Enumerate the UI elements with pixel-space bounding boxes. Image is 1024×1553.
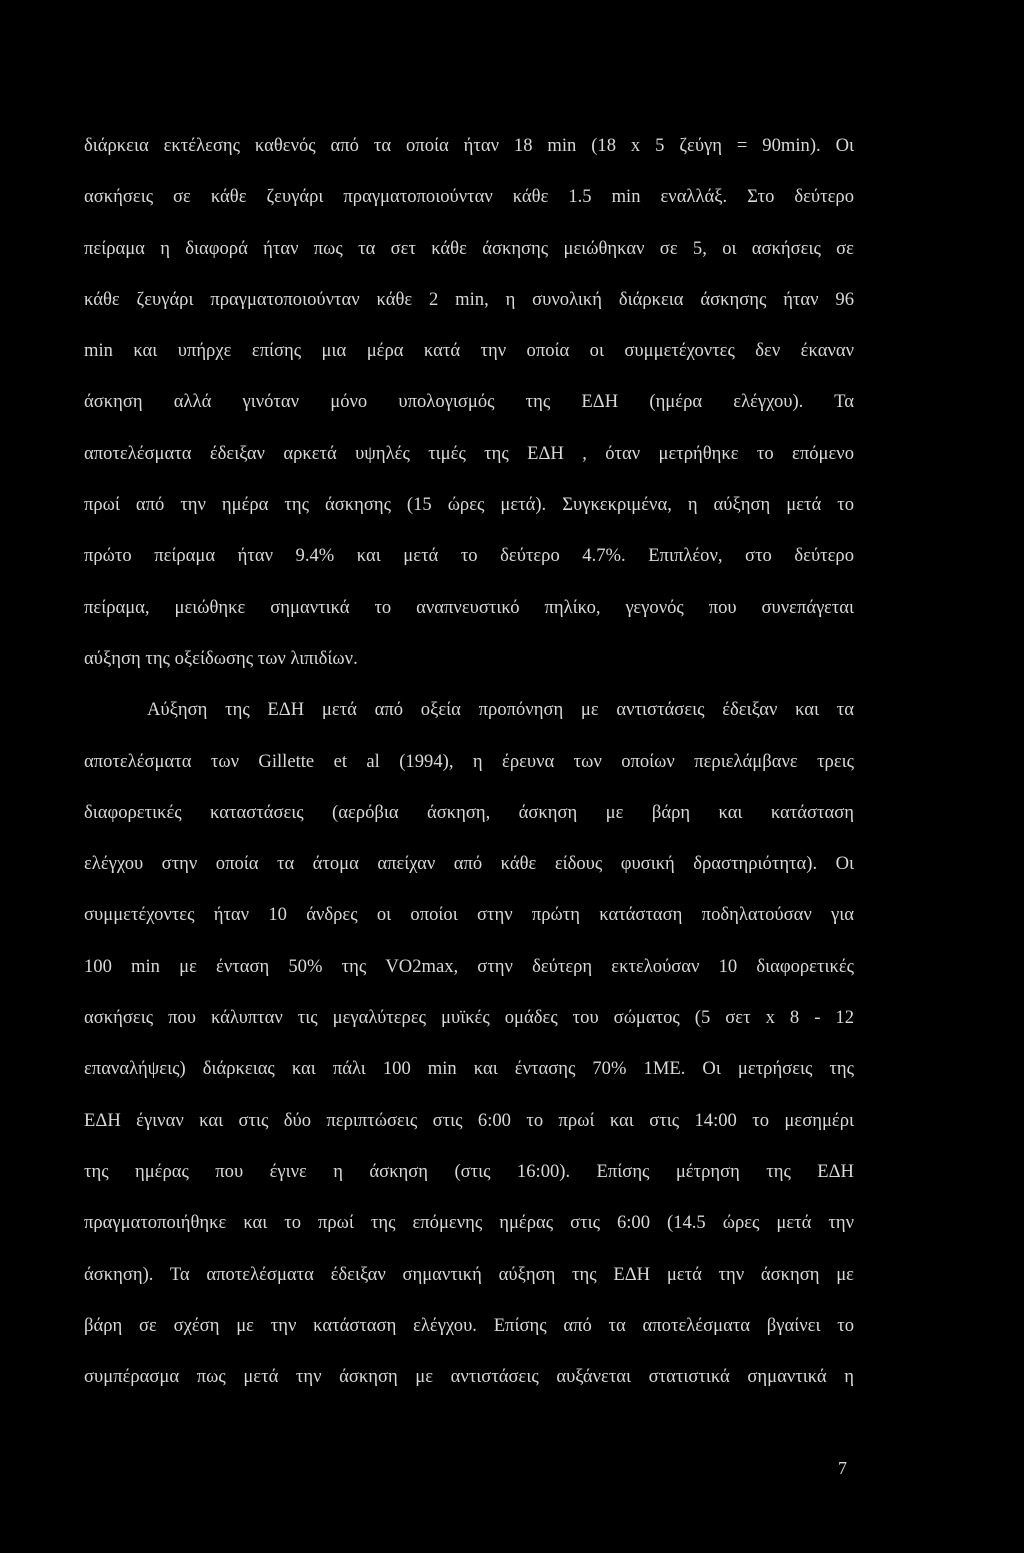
- text-line: άσκηση). Τα αποτελέσματα έδειξαν σημαντική αύξηση της ΕΔΗ μετά την άσκηση με: [84, 1263, 854, 1285]
- paragraph-end-line: αύξηση της οξείδωσης των λιπιδίων.: [84, 647, 358, 669]
- text-line: επαναλήψεις) διάρκειας και πάλι 100 min και έντασης 70% 1ΜΕ. Οι μετρήσεις της: [84, 1058, 854, 1080]
- text-line: πείραμα, μειώθηκε σημαντικά το αναπνευστικό πηλίκο, γεγονός που συνεπάγεται: [84, 596, 854, 618]
- text-line: άσκηση αλλά γινόταν μόνο υπολογισμός της ΕΔΗ (ημέρα ελέγχου). Τα: [84, 391, 854, 413]
- text-line: διάρκεια εκτέλεσης καθενός από τα οποία ήταν 18 min (18 x 5 ζεύγη = 90min). Οι: [84, 135, 854, 156]
- text-line: της ημέρας που έγινε η άσκηση (στις 16:00). Επίσης μέτρηση της ΕΔΗ: [84, 1160, 854, 1182]
- text-line: αποτελέσματα των Gillette et al (1994), η έρευνα των οποίων περιελάμβανε τρεις: [84, 750, 854, 772]
- page-number: 7: [838, 1458, 847, 1478]
- text-line: ΕΔΗ έγιναν και στις δύο περιπτώσεις στις 6:00 το πρωί και στις 14:00 το μεσημέρι: [84, 1109, 854, 1131]
- text-line: συμμετέχοντες ήταν 10 άνδρες οι οποίοι στην πρώτη κατάσταση ποδηλατούσαν για: [84, 904, 854, 926]
- text-line: ελέγχου στην οποία τα άτομα απείχαν από κάθε είδους φυσική δραστηριότητα). Οι: [84, 853, 854, 875]
- text-line: διαφορετικές καταστάσεις (αερόβια άσκηση, άσκηση με βάρη και κατάσταση: [84, 801, 854, 823]
- text-line: ασκήσεις σε κάθε ζευγάρι πραγματοποιούνταν κάθε 1.5 min εναλλάξ. Στο δεύτερο: [84, 186, 854, 208]
- text-line: βάρη σε σχέση με την κατάσταση ελέγχου. Επίσης από τα αποτελέσματα βγαίνει το: [84, 1314, 854, 1336]
- text-line: πρωί από την ημέρα της άσκησης (15 ώρες μετά). Συγκεκριμένα, η αύξηση μετά το: [84, 494, 854, 516]
- text-line: κάθε ζευγάρι πραγματοποιούνταν κάθε 2 min, η συνολική διάρκεια άσκησης ήταν 96: [84, 288, 854, 310]
- text-line: πραγματοποιήθηκε και το πρωί της επόμενης ημέρας στις 6:00 (14.5 ώρες μετά την: [84, 1212, 854, 1234]
- text-line: 100 min με ένταση 50% της VO2max, στην δεύτερη εκτελούσαν 10 διαφορετικές: [84, 955, 854, 977]
- text-line: πρώτο πείραμα ήταν 9.4% και μετά το δεύτερο 4.7%. Επιπλέον, στο δεύτερο: [84, 545, 854, 567]
- text-line: ασκήσεις που κάλυπταν τις μεγαλύτερες μυϊκές ομάδες του σώματος (5 σετ x 8 - 12: [84, 1007, 854, 1029]
- text-line: πείραμα η διαφορά ήταν πως τα σετ κάθε άσκησης μειώθηκαν σε 5, οι ασκήσεις σε: [84, 237, 854, 259]
- paragraph-first-line: Αύξηση της ΕΔΗ μετά από οξεία προπόνηση με αντιστάσεις έδειξαν και τα: [147, 699, 854, 721]
- text-line: αποτελέσματα έδειξαν αρκετά υψηλές τιμές της ΕΔΗ , όταν μετρήθηκε το επόμενο: [84, 442, 854, 464]
- text-line: συμπέρασμα πως μετά την άσκηση με αντιστάσεις αυξάνεται στατιστικά σημαντικά η: [84, 1366, 854, 1388]
- text-line: min και υπήρχε επίσης μια μέρα κατά την οποία οι συμμετέχοντες δεν έκαναν: [84, 340, 854, 362]
- document-body: [84, 120, 854, 1402]
